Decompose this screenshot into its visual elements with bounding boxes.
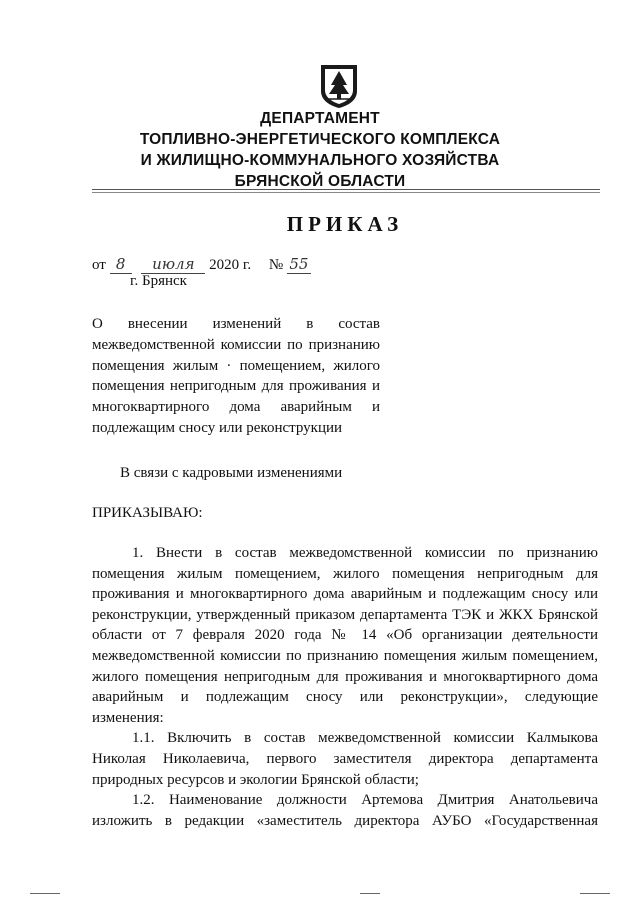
document-type: ПРИКАЗ [286,212,404,236]
body-line: помещения жилым помещением, жилого помещения непригодным для [92,565,598,582]
dept-line: И ЖИЛИЩНО-КОММУНАЛЬНОГО ХОЗЯЙСТВА [140,152,500,169]
header-divider [92,189,600,190]
body-line: 1.1. Включить в состав межведомственной комиссии Калмыкова [132,730,598,747]
subject-line: межведомственной комиссии по признанию [92,336,380,353]
preamble: В связи с кадровыми изменениями [120,465,343,481]
body-line: 1. Внести в состав межведомственной комиссии по признанию [132,545,598,561]
number-prefix: № [268,257,284,273]
header-divider [92,192,600,193]
dept-line: ТОПЛИВНО-ЭНЕРГЕТИЧЕСКОГО КОМПЛЕКСА [139,131,501,148]
date-month: июля [141,255,205,274]
subject-line: многоквартирного дома аварийным и [92,399,380,416]
date-year: 2020 г. [209,257,252,273]
coat-of-arms-icon [319,63,359,109]
body-line: изменения: [92,709,164,726]
body-line: природных ресурсов и экологии Брянской области; [92,771,419,788]
body-line: изложить в редакции «заместитель директора АУБО «Государственная [92,812,598,829]
dept-line: ДЕПАРТАМЕНТ [260,110,380,127]
body-line: проживания и многоквартирного дома аварийным и подлежащим сносу или [92,586,598,603]
body-line: жилого помещения непригодным для проживания и многоквартирного дома [92,668,598,685]
body-line: аварийным и подлежащим сносу или реконструкции», следующие [92,689,598,706]
date-day: 8 [110,255,132,274]
subject-block [92,314,380,439]
subject-line: помещения жилым · помещением, жилого [92,357,380,374]
body-line: области от 7 февраля 2020 года № 14 «Об организации деятельности [92,627,598,644]
order-body [92,543,598,831]
city: г. Брянск [130,273,187,289]
body-line: реконструкции, утвержденный приказом департамента ТЭК и ЖКХ Брянской [92,606,598,623]
subject-line: подлежащим сносу или реконструкции [92,419,343,436]
document-number: 55 [287,255,311,274]
date-prefix: от [92,257,106,273]
department-name [0,108,640,192]
date-line [92,255,311,274]
order-word: ПРИКАЗЫВАЮ: [92,505,203,521]
body-line: Николая Николаевича, первого заместителя директора департамента [92,750,598,767]
scan-edge-marks [0,893,640,895]
subject-line: О внесении изменений в состав [92,316,380,332]
body-line: 1.2. Наименование должности Артемова Дмитрия Анатольевича [132,792,598,809]
dept-line: БРЯНСКОЙ ОБЛАСТИ [234,173,406,190]
body-line: межведомственной комиссии по признанию помещения жилым помещением, [92,647,598,664]
subject-line: помещения непригодным для проживания и [92,378,380,395]
